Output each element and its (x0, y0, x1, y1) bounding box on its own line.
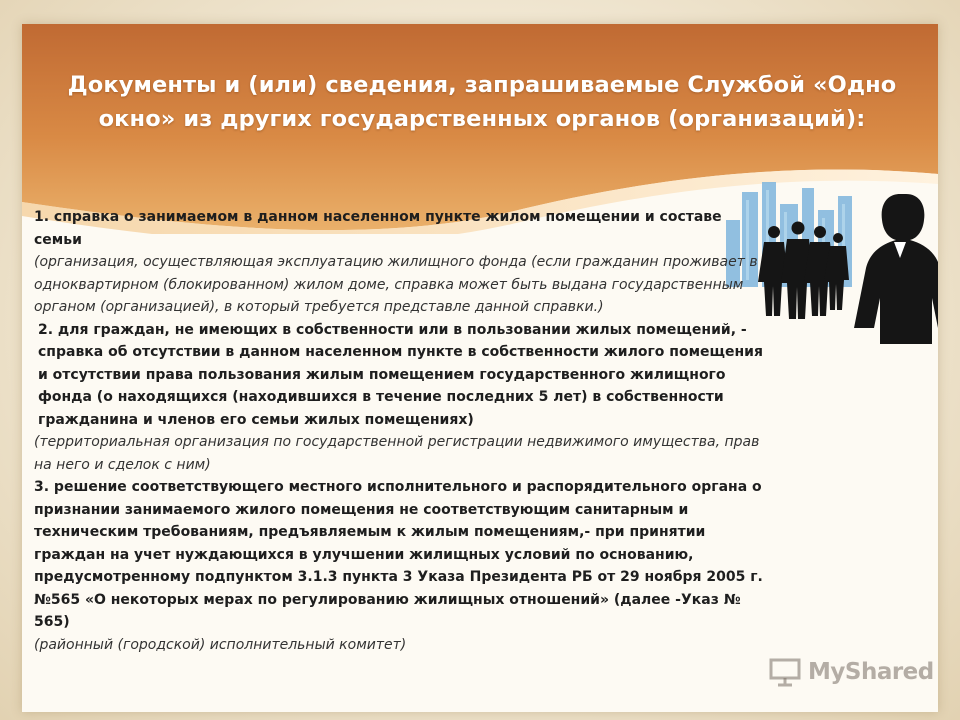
item-2-note: (территориальная организация по государственной регистрации недвижимого имущества, прав на него и сделок с ним) (34, 434, 760, 473)
presentation-board-icon (768, 657, 802, 687)
item-2-heading: 2. для граждан, не имеющих в собственности или в пользовании жилых помещений, - справка об отсутствии в данном населенном пункте в собственности жилого помещения и отсутствии права пользования жилым помещением государственного жилищного фонда (о находящихся (находившихся в течение последних 5 лет) в собственности гражданина и членов его семьи жилых помещениях) (38, 321, 763, 428)
item-1-note: (организация, осуществляющая эксплуатацию жилищного фонда (если гражданин проживает в одноквартирном (блокированном) жилом доме, справка может быть выдана государственным органом (организацией), в который требуется представле данной справки.) (34, 254, 758, 315)
document-list (34, 206, 774, 656)
slide (22, 24, 938, 712)
item-3-note: (районный (городской) исполнительный комитет) (34, 636, 407, 653)
slide-title: Документы и (или) сведения, запрашиваемые Службой «Одно окно» из других государственных органов (организаций): (67, 72, 897, 132)
item-1-heading: 1. справка о занимаемом в данном населенном пункте жилом помещении и составе семьи (34, 209, 722, 248)
watermark-text: MyShared (808, 659, 934, 685)
myshared-watermark (768, 654, 934, 690)
item-3-heading: 3. решение соответствующего местного исполнительного и распорядительного органа о признании занимаемого жилого помещения не соответствующим санитарным и техническим требованиям, предъявляемым к жилым помещениям,- при принятии граждан на учет нуждающихся в улучшении жилищных условий по основанию, предусмотренному подпунктом 3.1.3 пункта 3 Указа Президента РБ от 29 ноября 2005 г. №565 «О некоторых мерах по регулированию жилищных отношений» (далее -Указ № 565) (34, 479, 763, 630)
